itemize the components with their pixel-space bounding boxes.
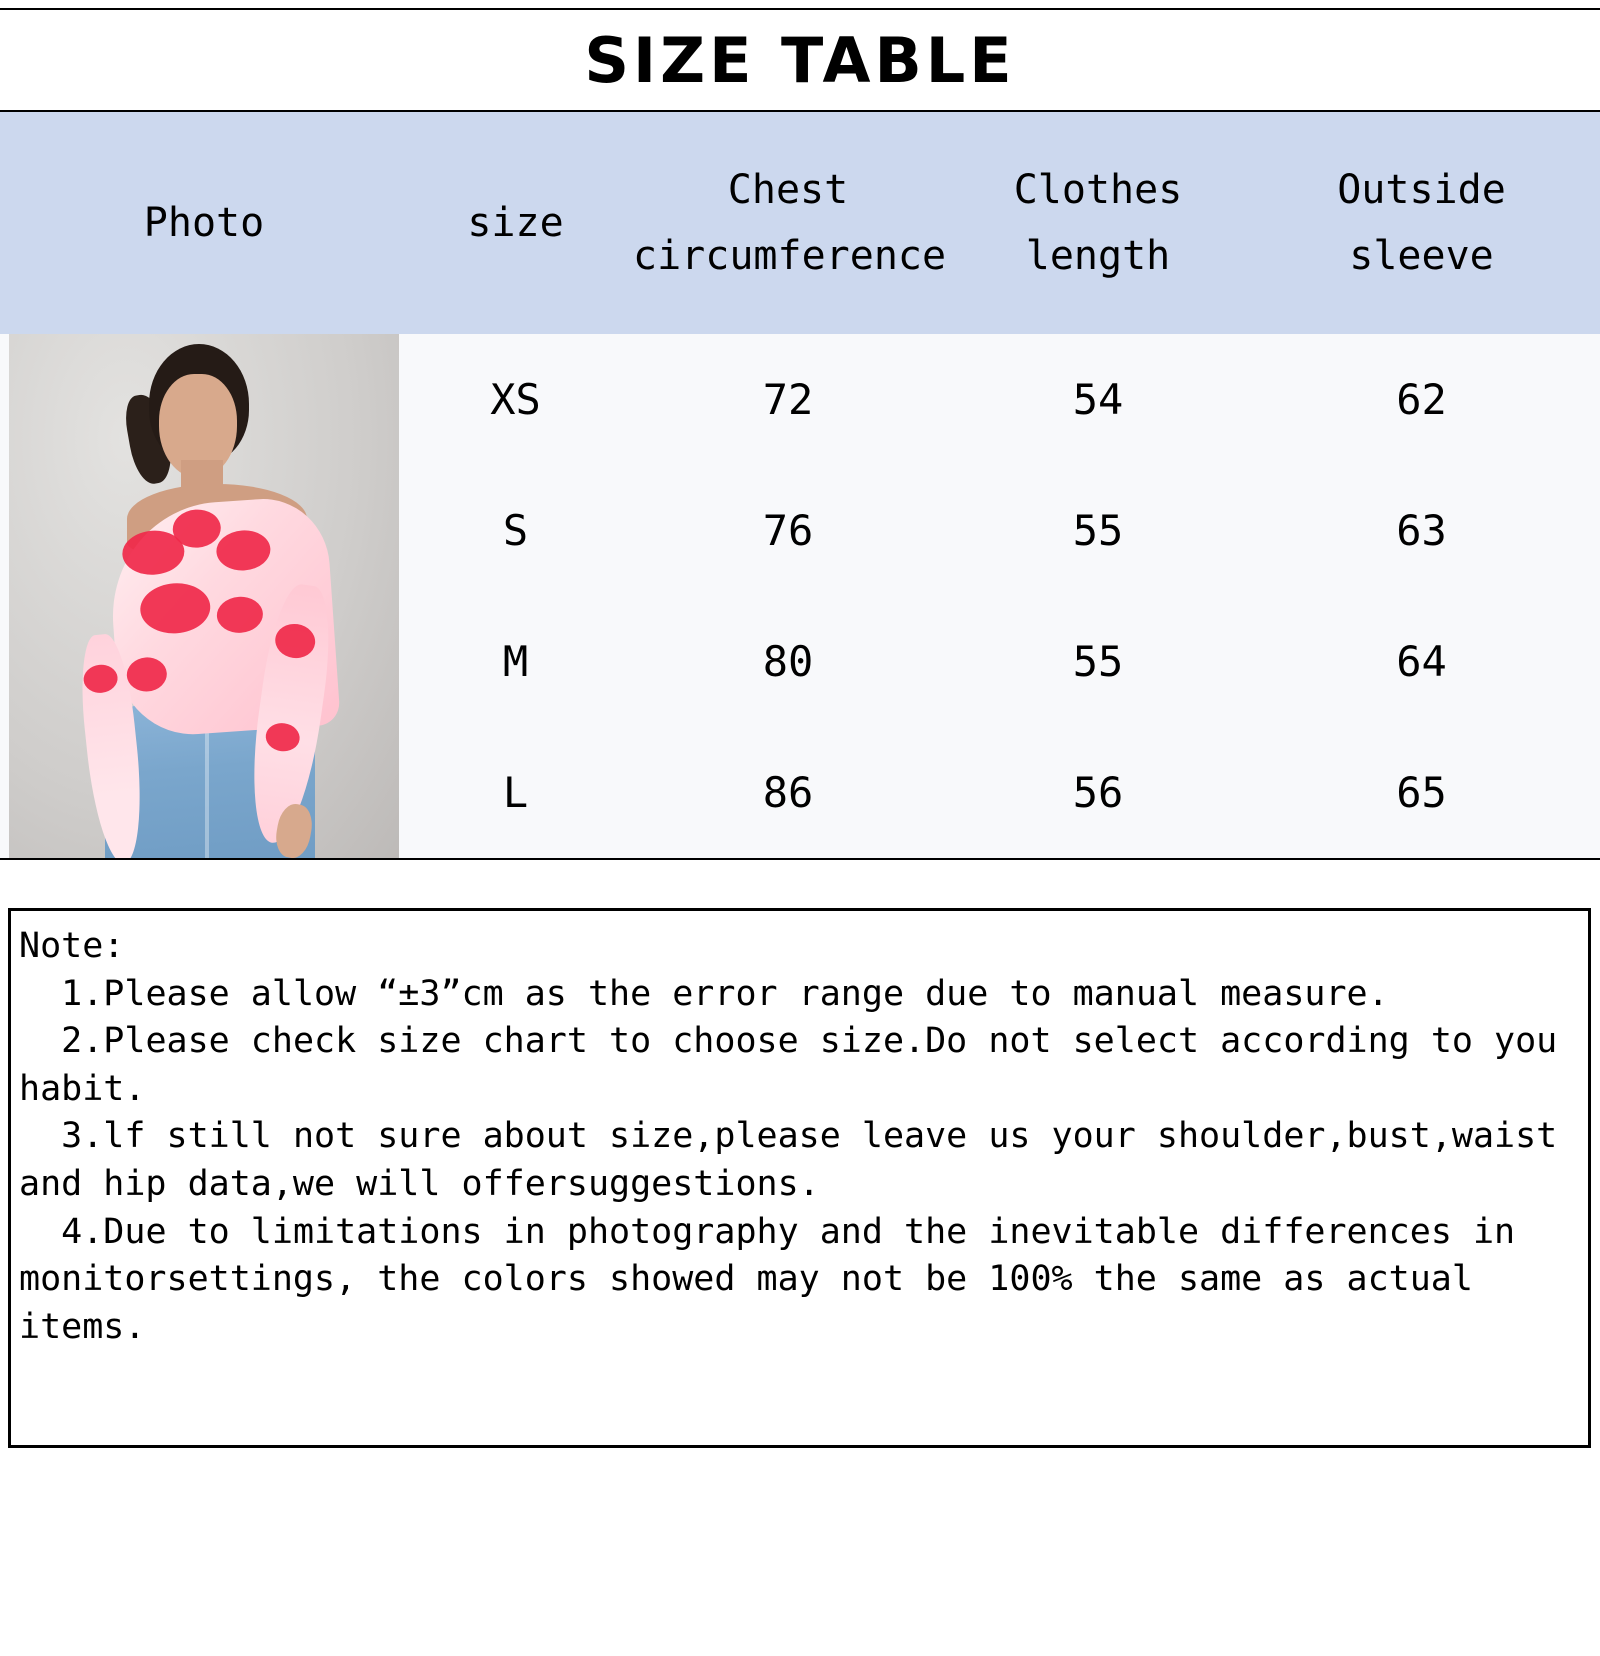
cell-chest: 72 — [762, 375, 814, 424]
cell-sleeve: 62 — [1396, 375, 1447, 424]
size-table-sheet — [0, 8, 1600, 860]
column-header-photo: Photo — [143, 200, 265, 246]
photo-jeans-seam — [205, 714, 209, 858]
cell-sleeve: 63 — [1396, 506, 1447, 555]
cell-sleeve: 64 — [1396, 637, 1447, 686]
size-table — [0, 112, 1600, 858]
page-title: SIZE TABLE — [584, 23, 1016, 97]
product-photo-cell — [0, 334, 408, 858]
column-header-size: size — [467, 200, 564, 246]
cell-size: XS — [490, 375, 541, 424]
note-line-4: 4.Due to limitations in photography and the inevitable differences in monitorsettings, the colors showed may not be 100% the same as actual items. — [19, 1211, 1537, 1347]
cell-sleeve: 65 — [1396, 768, 1447, 817]
product-photo — [9, 334, 399, 858]
cell-chest: 76 — [762, 506, 814, 555]
bottom-padding — [0, 1452, 1600, 1656]
cell-chest: 86 — [762, 768, 814, 817]
table-header — [0, 112, 1600, 334]
photo-floral-blob — [126, 656, 168, 693]
cell-length: 54 — [1072, 375, 1124, 424]
cell-length: 56 — [1072, 768, 1124, 817]
photo-floral-blob — [216, 595, 264, 634]
cell-size: S — [502, 506, 529, 555]
cell-length: 55 — [1072, 637, 1124, 686]
cell-size: L — [502, 768, 529, 817]
title-bar — [0, 10, 1600, 112]
cell-length: 55 — [1072, 506, 1124, 555]
photo-floral-blob — [139, 581, 212, 636]
table-body — [0, 334, 1600, 858]
header-row — [0, 112, 1600, 334]
table-row — [0, 334, 1600, 465]
photo-floral-blob — [82, 663, 119, 694]
cell-size: M — [502, 637, 529, 686]
note-box — [8, 908, 1591, 1448]
photo-floral-blob — [273, 621, 317, 660]
photo-floral-blob — [215, 529, 272, 573]
note-heading: Note: — [19, 926, 125, 966]
column-header-outside-sleeve: Outside sleeve — [1337, 167, 1506, 279]
cell-chest: 80 — [762, 637, 814, 686]
note-line-1: 1.Please allow “±3”cm as the error range due to manual measure. — [19, 973, 1389, 1014]
column-header-clothes-length: Clothes length — [1013, 167, 1183, 279]
note-line-2: 2.Please check size chart to choose size.Do not select according to you habit. — [19, 1021, 1579, 1109]
column-header-chest-circumference: Chest circumference — [633, 167, 947, 279]
note-line-3: 3.lf still not sure about size,please leave us your shoulder,bust,waist and hip data,we will offersuggestions. — [19, 1116, 1579, 1204]
photo-floral-blob — [264, 721, 302, 753]
